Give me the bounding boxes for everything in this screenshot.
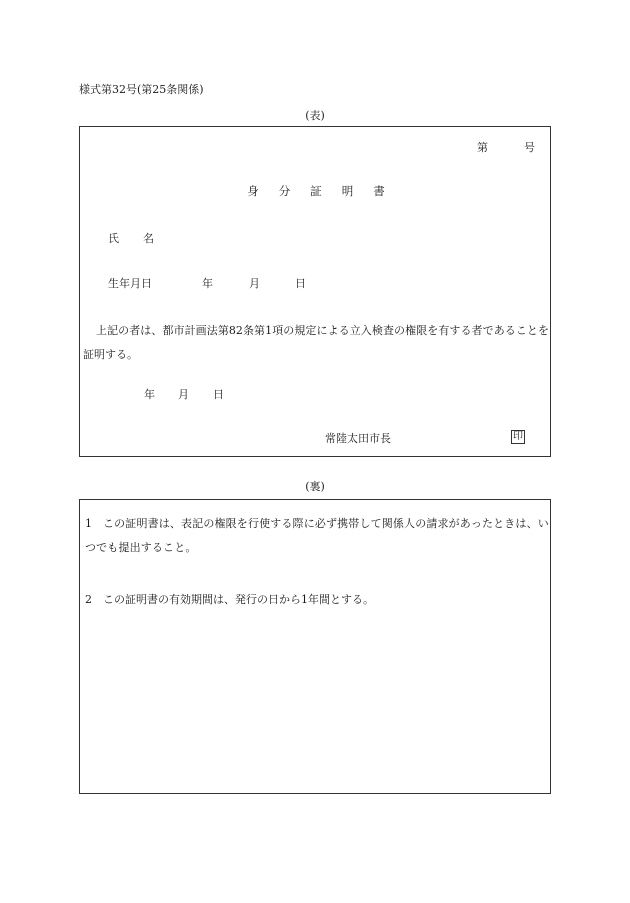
notice-item [85, 588, 549, 612]
notice-item-number: 1 [85, 517, 92, 530]
birth-year-label: 年 [202, 277, 213, 290]
notice-item-text: この証明書は、表記の権限を行使する際に必ず携帯して関係人の請求があったときは、いつでも提出すること。 [85, 517, 549, 554]
number-prefix: 第 [477, 141, 488, 154]
number-suffix: 号 [524, 141, 535, 154]
certification-statement: 上記の者は、都市計画法第82条第1項の規定による立入検査の権限を有する者であることを証明する。 [83, 324, 549, 361]
front-side-label: (表) [305, 109, 325, 122]
birth-month-label: 月 [249, 277, 260, 290]
issue-day-label: 日 [213, 388, 224, 401]
certificate-title: 身分証明書 [247, 184, 405, 198]
front-certificate-box [79, 126, 551, 457]
notice-item [85, 512, 549, 560]
notice-item-number: 2 [85, 593, 92, 606]
birth-day-label: 日 [295, 277, 306, 290]
name-label: 氏名 [108, 232, 178, 245]
issue-year-label: 年 [144, 388, 155, 401]
notice-item-text: この証明書の有効期間は、発行の日から1年間とする。 [103, 593, 374, 606]
issuer-title: 常陸太田市長 [325, 432, 391, 445]
back-certificate-box [79, 499, 551, 794]
birth-date-label: 生年月日 [108, 277, 152, 290]
seal-mark: 印 [513, 431, 523, 442]
issue-month-label: 月 [178, 388, 189, 401]
form-number: 様式第32号(第25条関係) [79, 83, 204, 96]
back-side-label: (裏) [305, 480, 325, 493]
